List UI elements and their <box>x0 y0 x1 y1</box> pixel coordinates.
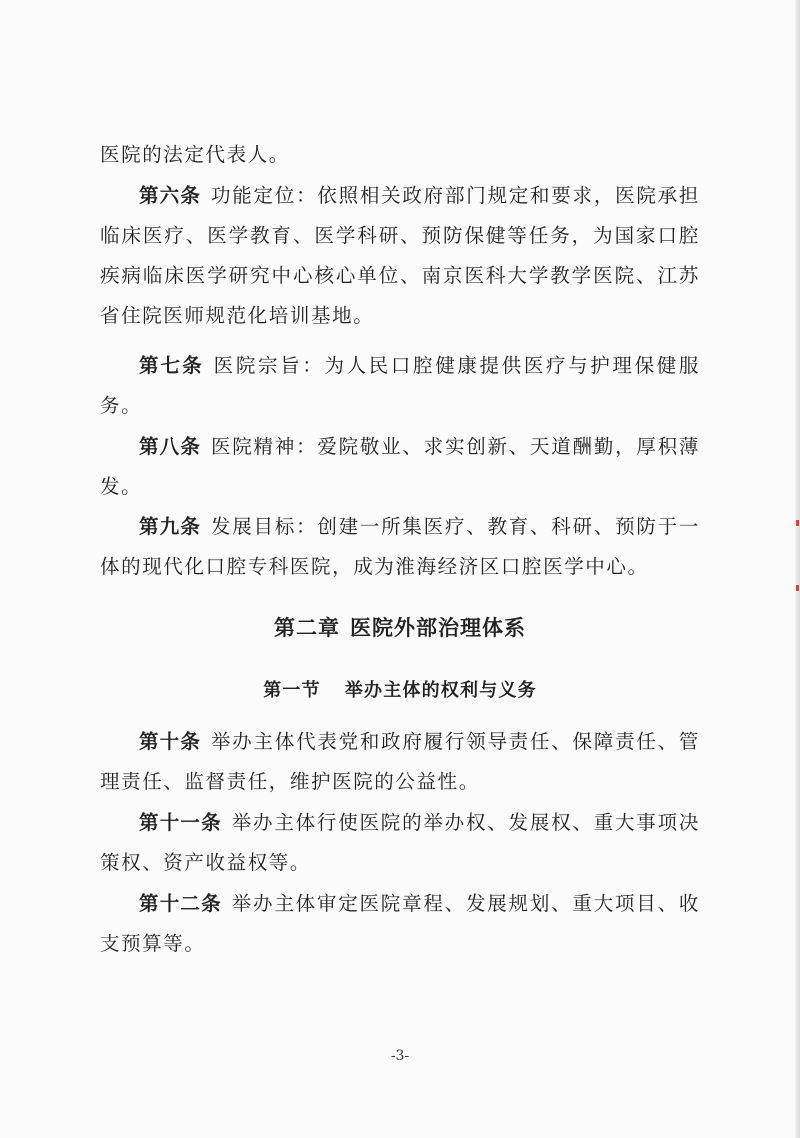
article-number: 第六条 <box>139 184 202 207</box>
article-number: 第九条 <box>139 515 202 538</box>
article-12 <box>100 884 700 964</box>
binding-mark <box>796 585 799 591</box>
article-text: 举办主体审定医院章程、发展规划、重大项目、收支预算等。 <box>100 892 700 955</box>
article-9 <box>100 507 700 587</box>
article-text: 医院精神：爱院敬业、求实创新、天道酬勤，厚积薄发。 <box>100 435 700 498</box>
article-text: 举办主体代表党和政府履行领导责任、保障责任、管理责任、监督责任，维护医院的公益性。 <box>100 730 700 793</box>
binding-mark <box>796 520 799 526</box>
article-11 <box>100 803 700 883</box>
article-number: 第八条 <box>139 435 202 458</box>
section-number: 第一节 <box>263 680 321 701</box>
article-text: 医院宗旨：为人民口腔健康提供医疗与护理保健服务。 <box>100 354 700 417</box>
chapter-number: 第二章 <box>274 616 340 640</box>
article-number: 第十二条 <box>139 892 222 915</box>
chapter-title: 医院外部治理体系 <box>350 616 526 640</box>
article-7 <box>100 346 700 426</box>
article-text: 功能定位：依照相关政府部门规定和要求，医院承担临床医疗、医学教育、医学科研、预防保健等任务，为国家口腔疾病临床医学研究中心核心单位、南京医科大学教学医院、江苏省住院医师规范化培训基地。 <box>100 184 700 327</box>
section-title: 举办主体的权利与义务 <box>344 680 537 701</box>
page-number: -3- <box>390 1048 410 1064</box>
article-10 <box>100 722 700 802</box>
chapter-heading <box>100 612 700 642</box>
article-text: 举办主体行使医院的举办权、发展权、重大事项决策权、资产收益权等。 <box>100 811 700 874</box>
article-number: 第十条 <box>139 730 202 753</box>
article-6 <box>100 176 700 336</box>
article-text: 发展目标：创建一所集医疗、教育、科研、预防于一体的现代化口腔专科医院，成为淮海经济区口腔医学中心。 <box>100 515 700 578</box>
article-8 <box>100 427 700 507</box>
scan-edge <box>795 0 800 1138</box>
article-number: 第七条 <box>139 354 204 377</box>
continued-paragraph: 医院的法定代表人。 <box>100 143 290 166</box>
article-number: 第十一条 <box>139 811 222 834</box>
section-heading <box>100 676 700 702</box>
